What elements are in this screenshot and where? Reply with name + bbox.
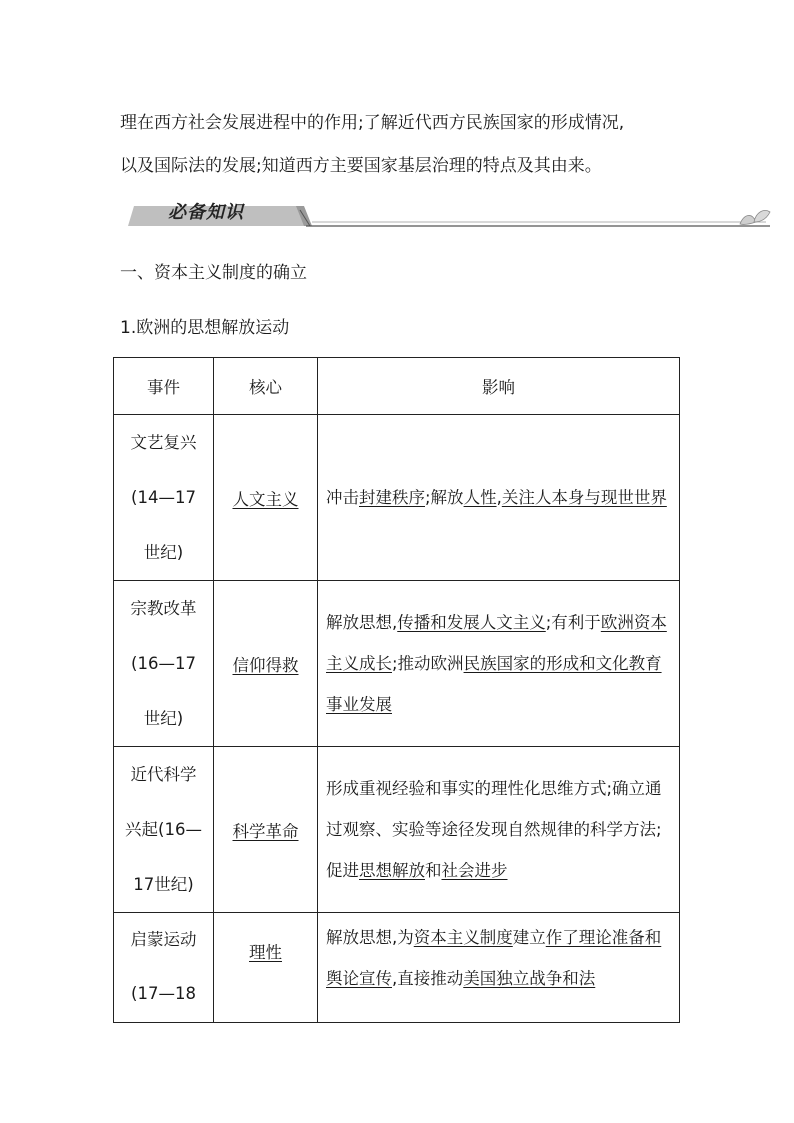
banner-title: 必备知识: [168, 202, 244, 223]
header-effect: 影响: [318, 358, 680, 415]
effect-text: ;解放: [425, 488, 464, 507]
table-header-row: [114, 358, 680, 415]
core-cell: [214, 581, 318, 747]
effect-key-term: 欧洲资本主义成长: [326, 613, 667, 673]
effect-text: ,直接推动: [392, 969, 464, 988]
effect-cell: [318, 913, 680, 1023]
core-text: 科学革命: [232, 821, 299, 841]
core-cell: [214, 415, 318, 581]
intro-line-1: 理在西方社会发展进程中的作用;了解近代西方民族国家的形成情况,: [120, 113, 625, 133]
effect-key-term: 封建秩序: [359, 488, 425, 507]
sub-heading: 1.欧洲的思想解放运动: [120, 318, 290, 338]
header-core: 核心: [214, 358, 318, 415]
effect-text: ,: [496, 488, 502, 507]
effect-cell: [318, 415, 680, 581]
core-cell: [214, 913, 318, 1023]
intro-line-2: 以及国际法的发展;知道西方主要国家基层治理的特点及其由来。: [120, 156, 602, 176]
event-name: 近代科学: [130, 765, 197, 784]
effect-text: ;有利于: [545, 613, 601, 632]
event-name: 文艺复兴: [130, 433, 197, 452]
event-period-end: 世纪): [143, 543, 184, 562]
section-banner: [120, 200, 780, 234]
effect-key-term: 美国独立战争和法: [463, 969, 596, 988]
effect-key-term: 民族国家的形成和文化教育事业发展: [326, 654, 662, 714]
table-row: [114, 747, 680, 913]
effect-cell: [318, 747, 680, 913]
event-period-end: 17世纪): [133, 875, 194, 894]
effect-key-term: 传播和发展人文主义: [397, 613, 546, 632]
event-period: (14—17: [131, 488, 196, 507]
leaf-icon: [736, 206, 772, 228]
header-event: 事件: [114, 358, 214, 415]
core-text: 理性: [249, 943, 282, 962]
knowledge-table: [113, 357, 680, 1023]
section-heading: 一、资本主义制度的确立: [120, 263, 307, 283]
effect-text: 和: [425, 861, 442, 880]
event-name: 启蒙运动: [130, 930, 197, 949]
event-period: 兴起(16—: [125, 820, 202, 839]
effect-key-term: 关注人本身与现世世界: [501, 488, 667, 507]
effect-key-term: 社会进步: [441, 861, 508, 880]
effect-text: ;推动欧洲: [392, 654, 464, 673]
effect-text: 建立: [512, 928, 546, 947]
table-row: [114, 913, 680, 1023]
event-cell: [114, 913, 214, 1023]
event-cell: [114, 581, 214, 747]
effect-key-term: 作了理论准备和舆论宣传: [326, 928, 662, 988]
effect-key-term: 资本主义制度: [413, 928, 513, 947]
effect-text: 解放思想,为: [326, 928, 414, 947]
event-period: (16—17: [131, 654, 196, 673]
intro-paragraph: [120, 102, 720, 188]
effect-key-term: 思想解放: [359, 861, 425, 880]
core-text: 人文主义: [232, 489, 299, 509]
effect-text: 形成重视经验和事实的理性化思维方式;确立通过观察、实验等途径发现自然规律的科学方法;促进: [326, 779, 662, 880]
effect-cell: [318, 581, 680, 747]
event-name: 宗教改革: [130, 599, 197, 618]
event-cell: [114, 415, 214, 581]
event-period: (17—18: [131, 984, 196, 1003]
event-period-end: 世纪): [143, 709, 184, 728]
core-cell: [214, 747, 318, 913]
core-text: 信仰得救: [232, 655, 299, 675]
effect-text: 冲击: [326, 488, 359, 507]
effect-text: 解放思想,: [326, 613, 398, 632]
table-row: [114, 581, 680, 747]
effect-key-term: 人性: [463, 488, 497, 507]
table-row: [114, 415, 680, 581]
event-cell: [114, 747, 214, 913]
